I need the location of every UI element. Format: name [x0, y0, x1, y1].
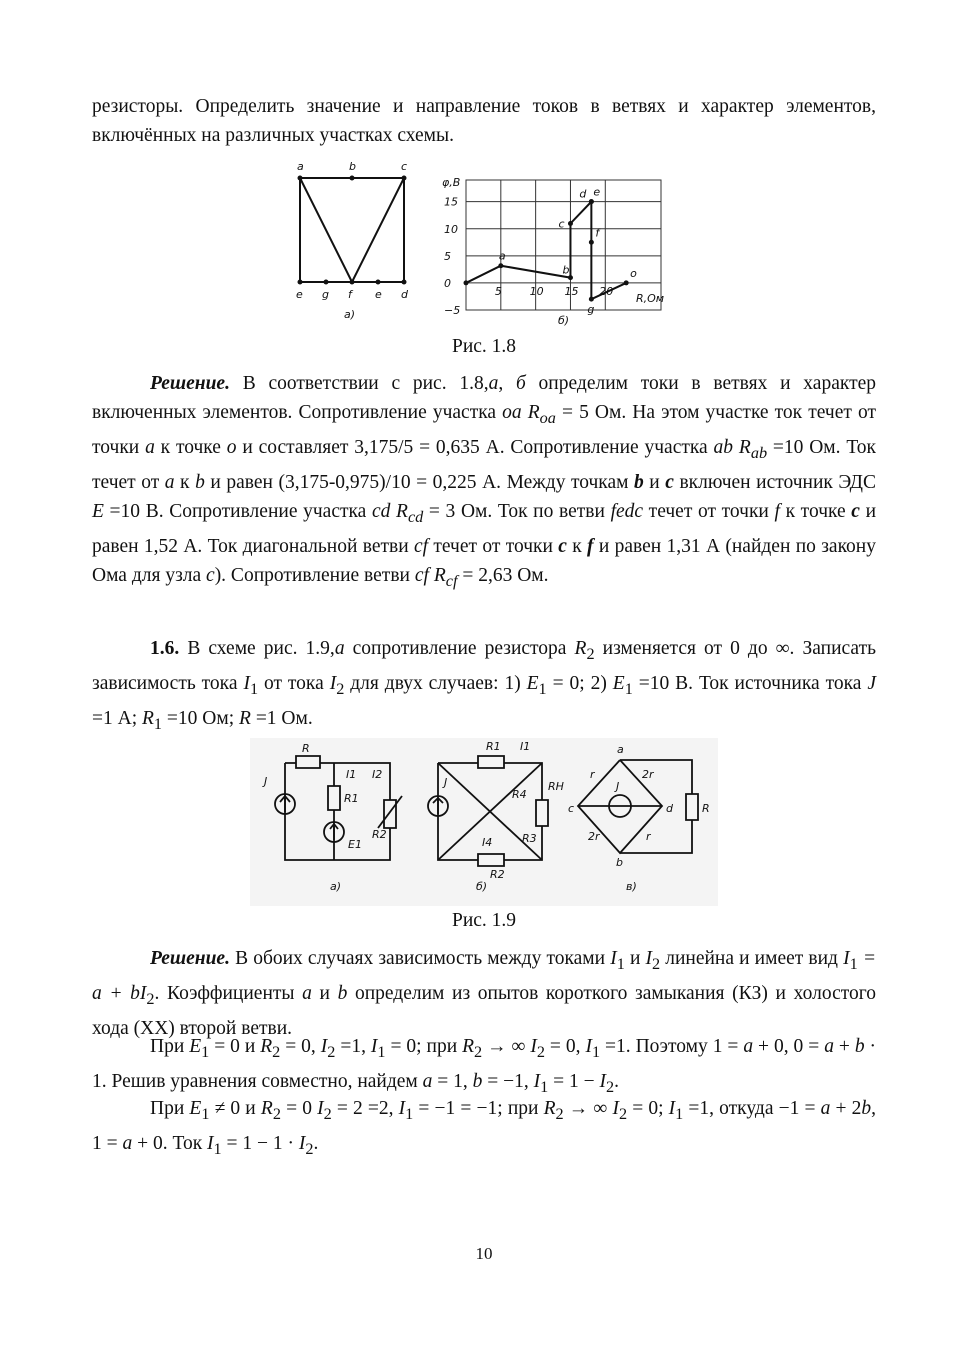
figure-1-8a-diagram — [288, 160, 428, 330]
y-tick-label: −5 — [444, 304, 461, 317]
x-tick-label: 20 — [599, 284, 614, 298]
x-tick-label: 15 — [564, 284, 579, 298]
problem-1-6-paragraph: 1.6. В схеме рис. 1.9,а сопротивление резистора $R_2$ изменяется от 0 до ∞. Записать зависимость тока $I_1$ от тока $I_2$ для двух случаев: 1) $E_1 = 0$; 2) $E_1 =10$ В. Ток источника тока J =1 А; $R_1 =10$ Ом; R =1 Ом. — [92, 638, 876, 733]
case-1-paragraph: При $E_1 = 0$ и $R_2 = 0$, $I_2 =1$, $I_1 = 0$; при $R_2$ → ∞ $I_2 = 0$, $I_1 =1$. Поэтому 1 = a + 0, 0 = a + b · 1. Решив уравнения совместно, найдем a = 1, b = −1, $I_1 = 1 - I_2$. — [92, 1036, 877, 1096]
branch-af — [300, 178, 352, 282]
point-label-e: e — [593, 185, 601, 199]
node-a-label: a — [297, 160, 304, 173]
point-label-o: o — [630, 266, 637, 280]
solution-1-8-paragraph: Решение. В соответствии с рис. 1.8,а, б определим токи в ветвях и характер включенных элементов. Сопротивление участка oa $R_{oa} = 5$ Ом. На этом участке ток течет от точки a к точке o и составляет 3,175/5 = 0,635 А. Сопротивление участка ab $R_{ab} =10$ Ом. Ток течет от а к b и равен (3,175-0,975)/10 = 0,225 А. Между точкам b и c включен источник ЭДС E =10 В. Сопротивление участка cd $R_{cd} = 3$ Ом. Ток по ветви fedc течет от точки f к точке c и равен 1,52 А. Ток диагональной ветви cf течет от точки c к f и равен 1,31 А (найден по закону Ома для узла c). Сопротивление ветви cf $R_{cf} = 2,63$ Ом. — [92, 373, 877, 590]
x-tick-label: 10 — [529, 284, 544, 298]
svg-text:R: R — [302, 742, 310, 755]
point-label-f: f — [595, 226, 600, 240]
node-f-label: f — [348, 288, 352, 301]
y-tick-label: 5 — [444, 249, 451, 263]
svg-text:R3: R3 — [522, 832, 537, 845]
x-axis-label: R,Ом — [636, 292, 665, 305]
svg-text:I2: I2 — [372, 768, 383, 781]
node-e1-label: e — [296, 288, 303, 301]
point-e — [589, 199, 594, 204]
svg-text:R1: R1 — [486, 740, 501, 753]
svg-text:I1: I1 — [520, 740, 531, 753]
svg-text:а): а) — [330, 880, 342, 893]
point-label-c: c — [558, 217, 565, 231]
panel-a-label: a) — [344, 308, 356, 321]
point-c — [568, 221, 573, 226]
svg-text:J: J — [616, 780, 620, 793]
point-o — [624, 280, 629, 285]
svg-text:в): в) — [626, 880, 637, 893]
node-d-label: d — [401, 288, 408, 301]
svg-text:E1: E1 — [348, 838, 362, 851]
svg-text:2r: 2r — [588, 830, 600, 843]
svg-text:J: J — [444, 776, 448, 789]
branch-cf — [352, 178, 404, 282]
y-axis-label: φ,B — [442, 176, 461, 189]
y-tick-label: 15 — [444, 195, 458, 209]
svg-text:J: J — [264, 775, 268, 788]
point-label-g: g — [587, 303, 595, 317]
rect-outline — [300, 178, 404, 282]
svg-text:R1: R1 — [344, 792, 359, 805]
node-c-label: c — [401, 160, 408, 173]
svg-text:RH: RH — [548, 780, 564, 793]
svg-text:R4: R4 — [512, 788, 527, 801]
point-origin — [464, 280, 469, 285]
panel-b-label: б) — [558, 314, 570, 327]
svg-text:r: r — [646, 830, 651, 843]
svg-text:c: c — [568, 802, 575, 815]
x-tick-label: 5 — [494, 284, 502, 298]
svg-text:I1: I1 — [346, 768, 357, 781]
point-label-a: a — [498, 249, 506, 263]
case-2-paragraph: При $E_1 \ne 0$ и $R_2 = 0$ $I_2 = 2 =2$, $I_1 = -1 = -1$; при $R_2$ → ∞ $I_2 = 0$; $I_1 =1$, откуда −1 = a + 2b, 1 = a + 0. Ток $I_1 = 1 - 1 \cdot I_2$. — [92, 1098, 877, 1158]
svg-text:2r: 2r — [642, 768, 654, 781]
svg-text:r: r — [590, 768, 595, 781]
y-tick-label: 10 — [444, 222, 458, 236]
point-label-d: d — [579, 187, 587, 201]
svg-text:б): б) — [476, 880, 488, 893]
point-g — [589, 297, 594, 302]
node-g-label: g — [322, 288, 329, 301]
svg-text:d: d — [666, 802, 673, 815]
point-a — [498, 263, 503, 268]
figure-1-8-caption: Рис. 1.8 — [451, 336, 517, 357]
point-label-b: b — [562, 263, 570, 277]
figure-1-9-caption: Рис. 1.9 — [451, 910, 517, 931]
y-tick-label: 0 — [444, 276, 451, 290]
node-e2-label: e — [375, 288, 382, 301]
page-number: 10 — [475, 1244, 493, 1263]
svg-text:I4: I4 — [482, 836, 493, 849]
figure-1-9-circuits — [250, 738, 718, 906]
svg-text:R: R — [702, 802, 710, 815]
svg-text:R2: R2 — [490, 868, 505, 881]
intro-paragraph: резисторы. Определить значение и направление токов в ветвях и характер элементов, включённых на различных участках схемы. — [92, 96, 876, 146]
svg-text:b: b — [616, 856, 623, 869]
node-b-label: b — [349, 160, 356, 173]
figure-1-8b-potential-chart — [436, 168, 676, 330]
svg-text:a: a — [617, 743, 624, 756]
point-f — [589, 240, 594, 245]
solution-1-6-paragraph: Решение. В обоих случаях зависимость между токами $I_1$ и $I_2$ линейна и имеет вид $I_1 = a + bI_2$. Коэффициенты a и b определим из опытов короткого замыкания (КЗ) и холостого хода (ХХ) второй ветви. — [92, 948, 876, 1039]
svg-text:R2: R2 — [372, 828, 387, 841]
